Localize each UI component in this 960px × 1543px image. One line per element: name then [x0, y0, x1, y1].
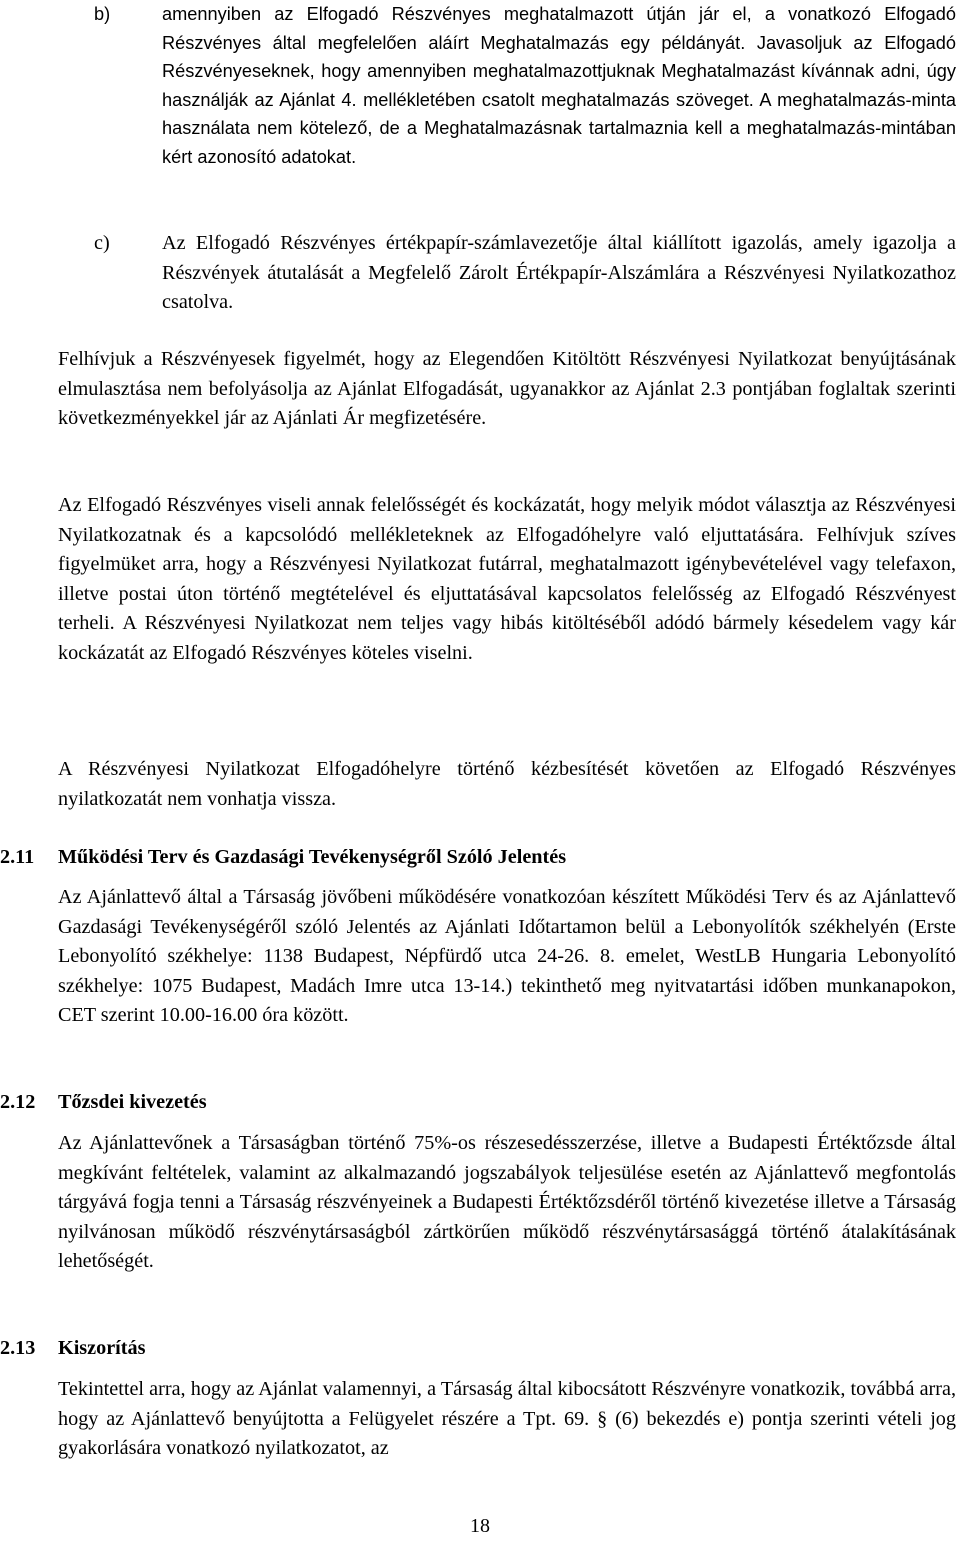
section-heading [0, 842, 566, 872]
section-number: 2.12 [0, 1091, 36, 1113]
section-text: Az Ajánlattevőnek a Társaságban történő 75%-os részesedésszerzése, illetve a Budapesti Értéktőzsde által megkívánt feltételek, valamint az alkalmazandó jogszabályok teljesülése esetén az Ajánlattevő megfontolás tárgyává fogja tenni a Társaság részvényeinek a Budapesti Értéktőzsdéről történő kivezetése illetve a Társaság nyilvánosan működő részvénytársaságból zártkörűen működő részvénytársasággá történő átalakításának lehetőségét. [58, 1132, 956, 1273]
list-label: c) [94, 232, 110, 254]
section-number: 2.13 [0, 1337, 36, 1359]
section-title: Működési Terv és Gazdasági Tevékenységről Szóló Jelentés [58, 846, 567, 868]
section-text: Tekintettel arra, hogy az Ajánlat valamennyi, a Társaság által kibocsátott Részvényre vonatkozik, továbbá arra, hogy az Ajánlattevő benyújtotta a Felügyelet részére a Tpt. 69. § (6) bekezdés e) pontja szerinti vételi jog gyakorlására vonatkozó nyilatkozatot, az [58, 1378, 956, 1460]
list-text: Az Elfogadó Részvényes értékpapír-számlavezetője által kiállított igazolás, amely igazolja a Részvények átutalását a Megfelelő Zárolt Értékpapír-Alszámlára a Részvényesi Nyilatkozathoz csatolva. [162, 232, 956, 314]
list-label: b) [94, 4, 111, 24]
section-heading [0, 1333, 145, 1363]
section-text: Az Ajánlattevő által a Társaság jövőbeni működésére vonatkozóan készített Működési Terv és az Ajánlattevő Gazdasági Tevékenységéről szóló Jelentés az Ajánlati Időtartamon belül a Lebonyolítók székhelyén (Erste Lebonyolító székhelye: 1138 Budapest, Népfürdő utca 24-26. 8. emelet, WestLB Hungaria Lebonyolító székhelye: 1075 Budapest, Madách Imre utca 13-14.) tekinthető meg nyitvatartási időben munkanapokon, CET szerint 10.00-16.00 óra között. [58, 886, 956, 1027]
section-heading [0, 1087, 207, 1117]
section-title: Kiszorítás [58, 1337, 146, 1359]
list-item-b [94, 0, 956, 172]
paragraph: Az Elfogadó Részvényes viseli annak felelősségét és kockázatát, hogy melyik módot választja az Részvényesi Nyilatkozatnak és a kapcsolódó mellékleteknek az Elfogadóhelyre való eljuttatására. Felhívjuk szíves figyelmüket arra, hogy a Részvényesi Nyilatkozat futárral, meghatalmazott igénybevételével vagy telefaxon, illetve postai úton történő megtételével és eljuttatásával kapcsolatos felelősség az Elfogadó Részvényest terheli. A Részvényesi Nyilatkozat nem teljes vagy hibás kitöltéséből adódó bármely késedelem vagy kár kockázatát az Elfogadó Részvényes köteles viselni. [58, 494, 956, 664]
paragraph: A Részvényesi Nyilatkozat Elfogadóhelyre történő kézbesítését követően az Elfogadó Részvényes nyilatkozatát nem vonhatja vissza. [58, 758, 956, 810]
list-text: amennyiben az Elfogadó Részvényes meghatalmazott útján jár el, a vonatkozó Elfogadó Részvényes által megfelelően aláírt Meghatalmazás egy példányát. Javasoljuk az Elfogadó Részvényeseknek, hogy amennyiben meghatalmazottjuknak Meghatalmazást kívánnak adni, úgy használják az Ajánlat 4. mellékletében csatolt meghatalmazás szöveget. A meghatalmazás-minta használata nem kötelező, de a Meghatalmazásnak tartalmaznia kell a meghatalmazás-mintában kért azonosító adatokat. [162, 4, 956, 167]
page-number: 18 [470, 1515, 490, 1537]
section-title: Tőzsdei kivezetés [58, 1091, 207, 1113]
list-item-c [94, 229, 956, 318]
section-number: 2.11 [0, 846, 35, 868]
paragraph: Felhívjuk a Részvényesek figyelmét, hogy az Elegendően Kitöltött Részvényesi Nyilatkozat benyújtásának elmulasztása nem befolyásolja az Ajánlat Elfogadását, ugyanakkor az Ajánlat 2.3 pontjában foglaltak szerinti következményekkel jár az Ajánlati Ár megfizetésére. [58, 348, 956, 430]
